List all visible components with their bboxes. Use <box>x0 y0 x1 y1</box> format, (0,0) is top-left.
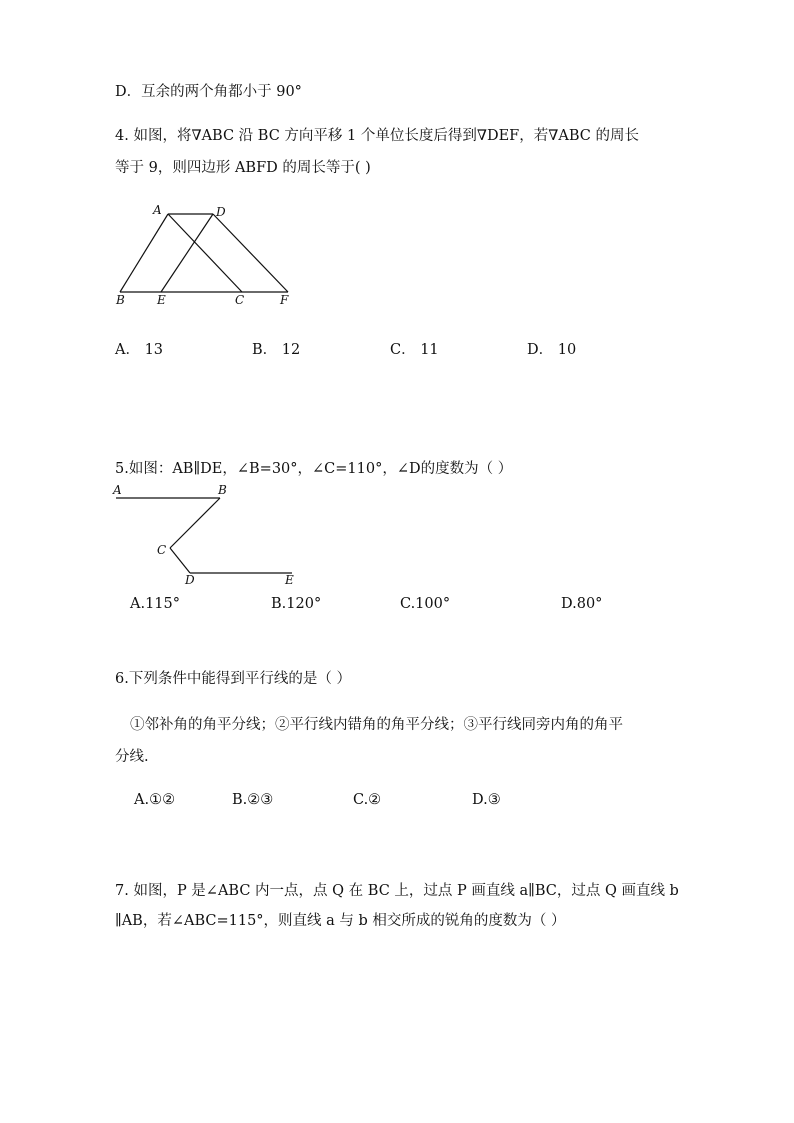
label-b: B <box>218 483 227 497</box>
q4-option-b[interactable]: B． 12 <box>252 342 301 358</box>
q6-conditions-line2: 分线. <box>115 749 149 765</box>
segment-df <box>213 214 288 292</box>
q6-option-b[interactable]: B.②③ <box>232 792 274 808</box>
q4-stem-line2: 等于 9，则四边形 ABFD 的周长等于( ) <box>115 160 371 176</box>
q6-stem: 6.下列条件中能得到平行线的是（ ） <box>115 671 351 687</box>
q5-option-b[interactable]: B.120° <box>271 596 322 612</box>
label-a: A <box>153 203 162 217</box>
q6-conditions-line1: ①邻补角的角平分线；②平行线内错角的角平分线；③平行线同旁内角的角平 <box>130 717 623 733</box>
q4-option-a[interactable]: A． 13 <box>115 342 164 358</box>
q4-figure <box>110 200 310 314</box>
q6-option-c[interactable]: C.② <box>353 792 382 808</box>
label-d: D <box>185 573 195 587</box>
label-a: A <box>113 483 122 497</box>
label-c: C <box>157 543 167 557</box>
q7-stem-line2: ∥AB，若∠ABC=115°，则直线 a 与 b 相交所成的锐角的度数为（ ） <box>115 913 566 929</box>
label-f: F <box>280 293 289 307</box>
label-c: C <box>235 293 245 307</box>
label-d: D <box>216 205 226 219</box>
q5-option-a[interactable]: A.115° <box>130 596 181 612</box>
q5-figure <box>108 478 308 592</box>
label-e: E <box>157 293 166 307</box>
label-b: B <box>116 293 125 307</box>
label-e: E <box>285 573 294 587</box>
q5-option-d[interactable]: D.80° <box>561 596 603 612</box>
q5-parallel-diagram <box>108 478 308 588</box>
q4-option-c[interactable]: C． 11 <box>390 342 439 358</box>
q5-option-c[interactable]: C.100° <box>400 596 451 612</box>
q4-stem-line1: 4. 如图，将∇ABC 沿 BC 方向平移 1 个单位长度后得到∇DEF，若∇ABC 的周长 <box>115 128 639 144</box>
q7-stem-line1: 7. 如图，P 是∠ABC 内一点，点 Q 在 BC 上，过点 P 画直线 a∥BC，过点 Q 画直线 b <box>115 883 679 899</box>
q4-option-d[interactable]: D． 10 <box>527 342 577 358</box>
q5-stem: 5.如图：AB∥DE，∠B=30°，∠C=110°，∠D的度数为（ ） <box>115 461 513 477</box>
q6-option-a[interactable]: A.①② <box>134 792 176 808</box>
segment-cd <box>170 548 190 573</box>
q4-translation-diagram <box>110 200 310 310</box>
segment-ab <box>120 214 168 292</box>
segment-bc <box>170 498 220 548</box>
q3-option-d: D．互余的两个角都小于 90° <box>115 84 302 100</box>
q6-option-d[interactable]: D.③ <box>472 792 501 808</box>
